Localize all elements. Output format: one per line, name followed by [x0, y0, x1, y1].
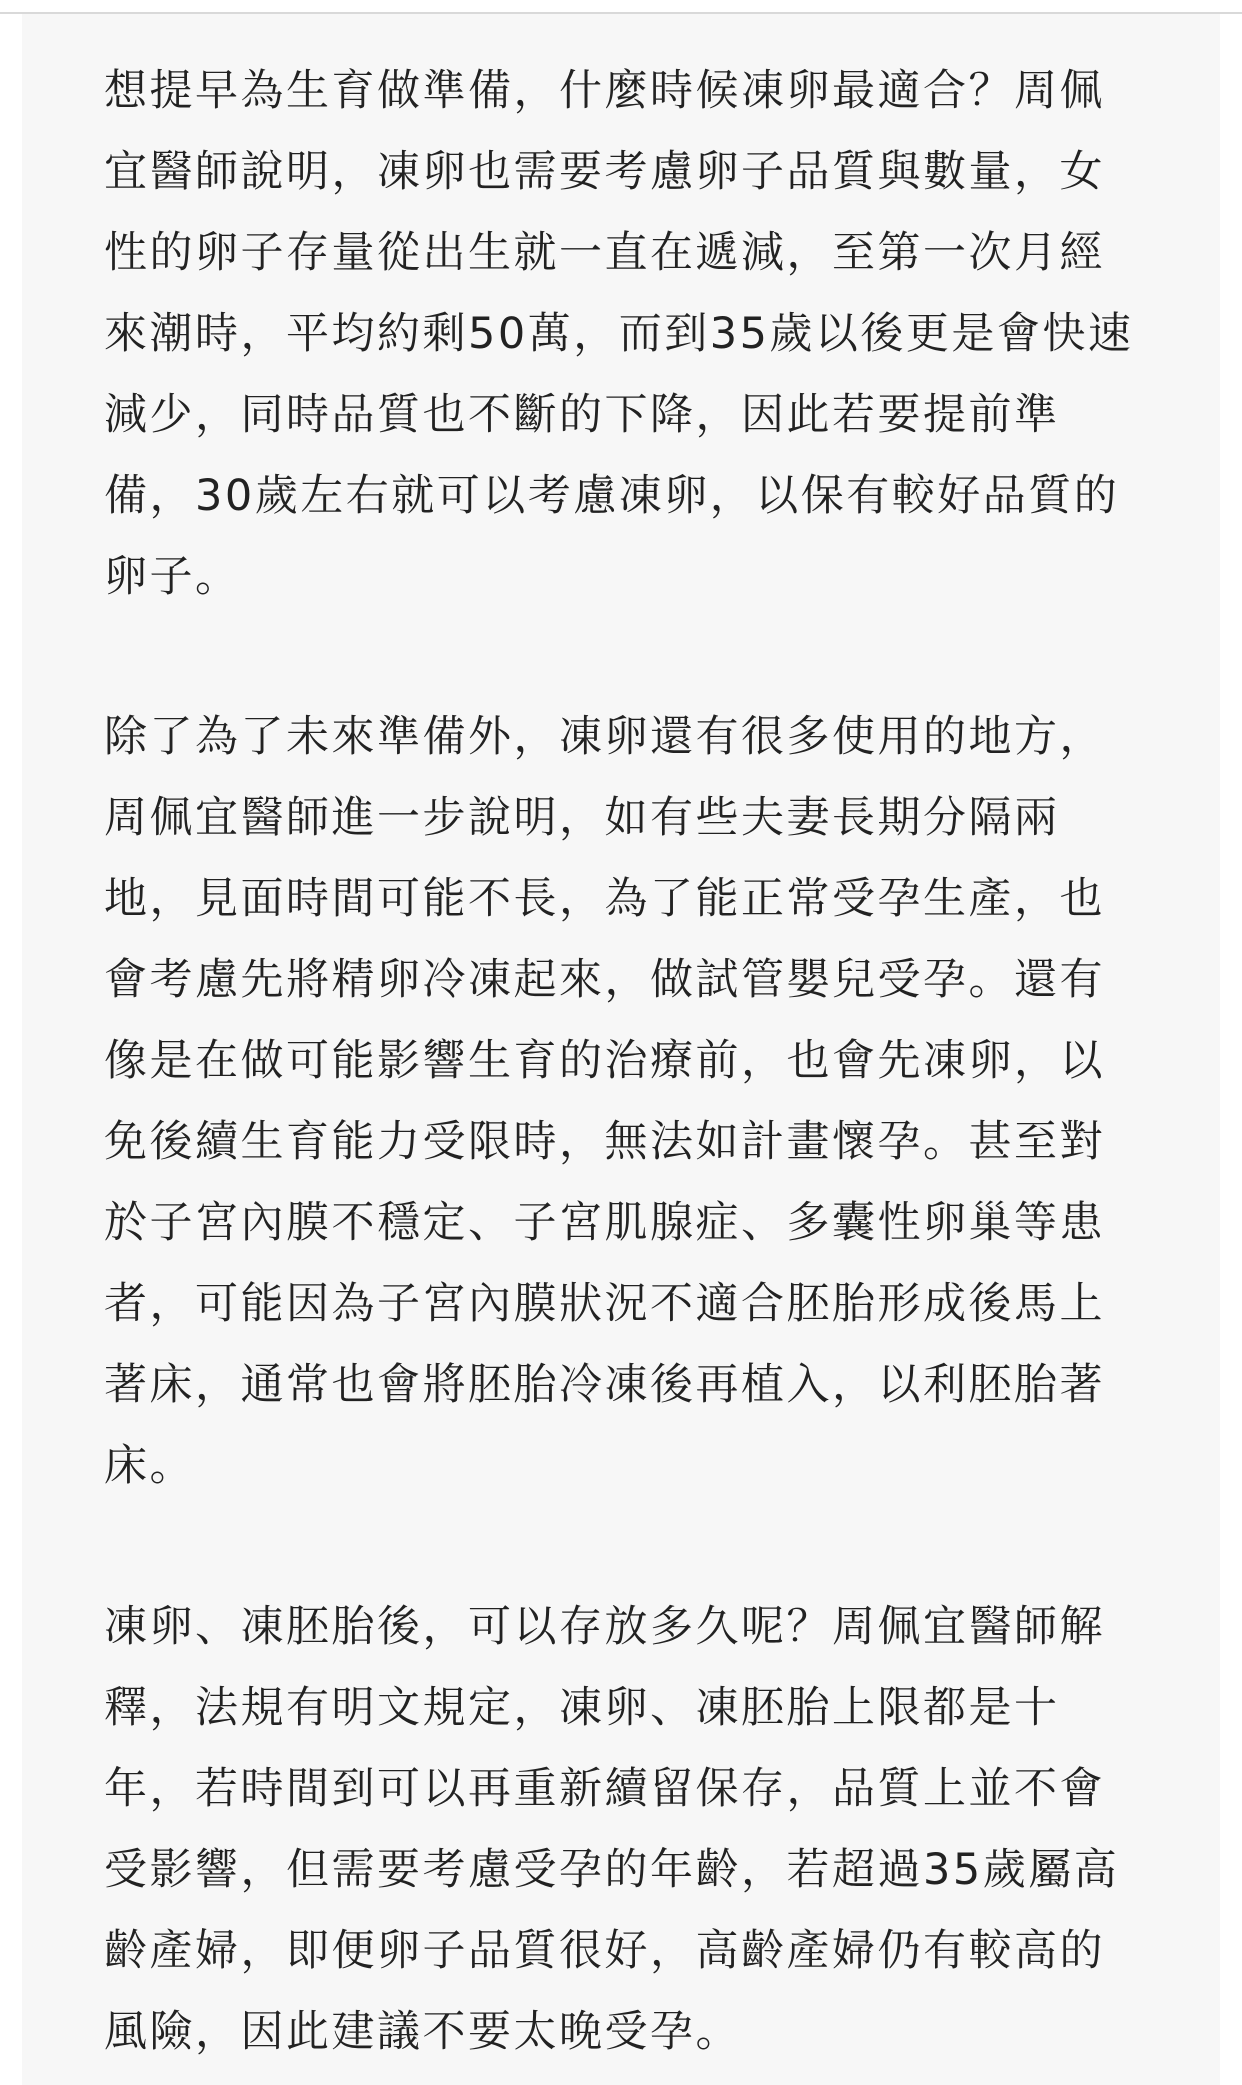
paragraph-line: 想提早為生育做準備，什麼時候凍卵最適合？周佩	[104, 66, 1105, 116]
paragraph-line: 備，30歲左右就可以考慮凍卵，以保有較好品質的	[104, 471, 1120, 521]
paragraph-line: 免後續生育能力受限時，無法如計畫懷孕。甚至對	[104, 1117, 1105, 1167]
paragraph-line: 齡產婦，即便卵子品質很好，高齡產婦仍有較高的	[104, 1926, 1105, 1976]
paragraph-line: 會考慮先將精卵冷凍起來，做試管嬰兒受孕。還有	[104, 955, 1105, 1005]
paragraph-line: 來潮時，平均約剩50萬，而到35歲以後更是會快速	[104, 309, 1134, 359]
paragraph-line: 風險，因此建議不要太晚受孕。	[104, 2007, 741, 2057]
paragraph-line: 性的卵子存量從出生就一直在遞減，至第一次月經	[104, 228, 1105, 278]
paragraph-line: 宜醫師說明，凍卵也需要考慮卵子品質與數量，女	[104, 147, 1105, 197]
left-margin	[0, 14, 22, 2085]
paragraph-line: 像是在做可能影響生育的治療前，也會先凍卵，以	[104, 1036, 1105, 1086]
paragraph-line: 除了為了未來準備外，凍卵還有很多使用的地方，	[104, 712, 1105, 762]
paragraph-line: 者，可能因為子宮內膜狀況不適合胚胎形成後馬上	[104, 1279, 1105, 1329]
top-divider	[0, 0, 1242, 14]
paragraph-line: 周佩宜醫師進一步說明，如有些夫妻長期分隔兩	[104, 793, 1060, 843]
paragraph-line: 卵子。	[104, 552, 241, 602]
article-body	[22, 14, 1220, 2085]
paragraph-line: 於子宮內膜不穩定、子宮肌腺症、多囊性卵巢等患	[104, 1198, 1105, 1248]
paragraph-line: 凍卵、凍胚胎後，可以存放多久呢？周佩宜醫師解	[104, 1602, 1105, 1652]
paragraph-egg-freezing-uses	[104, 697, 1189, 1507]
paragraph-line: 受影響，但需要考慮受孕的年齡，若超過35歲屬高	[104, 1845, 1120, 1895]
paragraph-line: 年，若時間到可以再重新續留保存，品質上並不會	[104, 1764, 1105, 1814]
paragraph-line: 地，見面時間可能不長，為了能正常受孕生產，也	[104, 874, 1105, 924]
paragraph-line: 減少，同時品質也不斷的下降，因此若要提前準	[104, 390, 1060, 440]
paragraph-line: 床。	[104, 1441, 195, 1491]
paragraph-egg-freezing-timing	[104, 51, 1189, 618]
right-margin	[1220, 14, 1242, 2085]
paragraph-line: 釋，法規有明文規定，凍卵、凍胚胎上限都是十	[104, 1683, 1060, 1733]
paragraph-line: 著床，通常也會將胚胎冷凍後再植入，以利胚胎著	[104, 1360, 1105, 1410]
paragraph-storage-duration	[104, 1587, 1189, 2073]
